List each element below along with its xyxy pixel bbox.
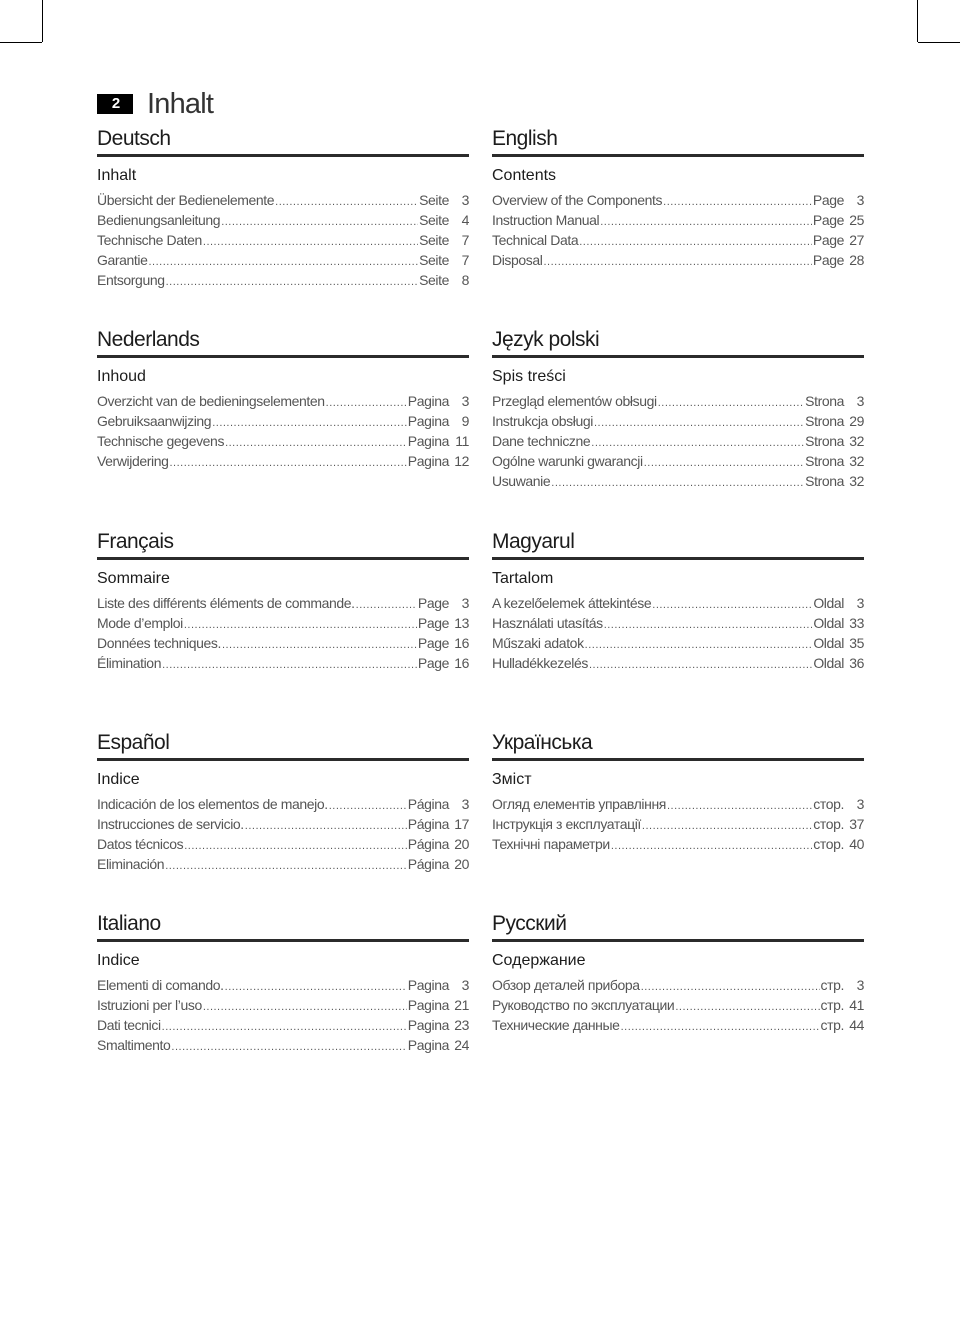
crop-mark xyxy=(42,0,43,42)
toc-entry-label: Technische gegevens xyxy=(97,433,225,449)
toc-list xyxy=(97,593,469,673)
toc-list xyxy=(492,975,864,1035)
toc-entry[interactable] xyxy=(492,794,864,814)
toc-list xyxy=(492,794,864,854)
toc-page-number: 32 xyxy=(849,473,864,489)
dot-leader xyxy=(658,391,804,413)
toc-entry-label: Instruction Manual xyxy=(492,212,600,228)
toc-page-word: стор. xyxy=(813,836,844,852)
toc-page-word: Página xyxy=(407,796,449,812)
toc-entry-label: Dati tecnici xyxy=(97,1017,161,1033)
toc-entry[interactable] xyxy=(97,1015,469,1035)
dot-leader xyxy=(169,451,406,473)
dot-leader xyxy=(203,995,407,1017)
toc-page-word: Pagina xyxy=(407,977,449,993)
toc-entry[interactable] xyxy=(97,391,469,411)
toc-entry[interactable] xyxy=(97,411,469,431)
toc-list xyxy=(492,190,864,270)
toc-page-number: 36 xyxy=(849,655,864,671)
toc-entry-label: Entsorgung xyxy=(97,272,165,288)
toc-page-number: 12 xyxy=(454,453,469,469)
language-heading: Italiano xyxy=(97,909,469,942)
toc-page-number: 11 xyxy=(455,433,469,449)
toc-entry[interactable] xyxy=(97,794,469,814)
toc-page-number: 32 xyxy=(849,433,864,449)
dot-leader xyxy=(149,250,419,272)
toc-entry-label: Smaltimento xyxy=(97,1037,171,1053)
toc-page-word: Page xyxy=(812,212,844,228)
toc-page-number: 21 xyxy=(454,997,469,1013)
toc-entry[interactable] xyxy=(492,593,864,613)
toc-list xyxy=(492,391,864,491)
toc-page-word: Página xyxy=(407,836,449,852)
toc-page-number: 3 xyxy=(856,595,864,611)
toc-page-number: 3 xyxy=(856,796,864,812)
toc-page-word: Pagina xyxy=(407,393,449,409)
dot-leader xyxy=(245,814,407,836)
toc-entry[interactable] xyxy=(492,995,864,1015)
toc-section-espanol xyxy=(97,728,469,874)
toc-entry-label: Données techniques. xyxy=(97,635,221,651)
toc-page-number: 16 xyxy=(454,655,469,671)
dot-leader xyxy=(184,613,417,635)
toc-page-word: Página xyxy=(407,816,449,832)
toc-page-word: Strona xyxy=(805,473,844,489)
toc-entry[interactable] xyxy=(492,250,864,270)
dot-leader xyxy=(621,1015,820,1037)
toc-entry[interactable] xyxy=(97,1035,469,1055)
toc-entry[interactable] xyxy=(492,210,864,230)
dot-leader xyxy=(663,190,812,212)
toc-list xyxy=(97,794,469,874)
toc-page-number: 28 xyxy=(849,252,864,268)
toc-page-word: Page xyxy=(812,192,844,208)
dot-leader xyxy=(604,613,813,635)
toc-entry[interactable] xyxy=(492,653,864,673)
toc-entry-label: Instrucciones de servicio. xyxy=(97,816,244,832)
toc-entry[interactable] xyxy=(492,431,864,451)
toc-entry-label: Gebruiksaanwijzing xyxy=(97,413,212,429)
dot-leader xyxy=(611,834,812,856)
contents-subheading: Contents xyxy=(492,167,557,184)
toc-page-number: 3 xyxy=(461,393,469,409)
dot-leader xyxy=(221,210,418,232)
language-heading: Español xyxy=(97,728,469,761)
language-heading: Deutsch xyxy=(97,124,469,157)
toc-page-word: Page xyxy=(417,655,449,671)
toc-page-number: 37 xyxy=(849,816,864,832)
toc-page-number: 32 xyxy=(849,453,864,469)
toc-entry[interactable] xyxy=(492,814,864,834)
toc-entry[interactable] xyxy=(97,593,469,613)
toc-entry-label: Mode d’emploi xyxy=(97,615,183,631)
contents-subheading: Inhoud xyxy=(97,368,146,385)
toc-entry-label: Обзор деталей прибора xyxy=(492,977,640,993)
toc-page-number: 3 xyxy=(856,192,864,208)
toc-page-word: Strona xyxy=(805,393,844,409)
toc-page-word: Strona xyxy=(805,453,844,469)
toc-page-number: 3 xyxy=(461,796,469,812)
dot-leader xyxy=(591,431,804,453)
toc-entry-label: Műszaki adatok xyxy=(492,635,584,651)
toc-entry-label: Overzicht van de bedieningselementen xyxy=(97,393,325,409)
language-heading: English xyxy=(492,124,864,157)
toc-entry[interactable] xyxy=(97,854,469,874)
toc-entry-label: Liste des différents éléments de commande. xyxy=(97,595,355,611)
toc-page-number: 8 xyxy=(461,272,469,288)
toc-page-word: Pagina xyxy=(407,433,449,449)
toc-entry-label: Eliminación xyxy=(97,856,165,872)
toc-entry-label: Istruzioni per l’uso xyxy=(97,997,202,1013)
contents-subheading: Tartalom xyxy=(492,570,554,587)
toc-entry[interactable] xyxy=(492,451,864,471)
toc-page-word: Strona xyxy=(805,433,844,449)
dot-leader xyxy=(551,471,804,493)
toc-page-number: 3 xyxy=(856,393,864,409)
toc-page-number: 33 xyxy=(849,615,864,631)
toc-page-word: стор. xyxy=(813,816,844,832)
toc-page-word: Seite xyxy=(419,252,449,268)
contents-subheading: Inhalt xyxy=(97,167,137,184)
toc-page-word: Oldal xyxy=(813,595,844,611)
toc-entry[interactable] xyxy=(97,250,469,270)
crop-mark xyxy=(918,42,960,43)
toc-entry[interactable] xyxy=(492,391,864,411)
toc-list xyxy=(492,593,864,673)
toc-entry[interactable] xyxy=(492,471,864,491)
dot-leader xyxy=(675,995,819,1017)
dot-leader xyxy=(275,190,418,212)
toc-page-word: стр. xyxy=(820,1017,844,1033)
toc-page-number: 3 xyxy=(461,977,469,993)
toc-entry-label: Használati utasítás xyxy=(492,615,603,631)
dot-leader xyxy=(600,210,812,232)
toc-page-word: Strona xyxy=(805,413,844,429)
page-title: Inhalt xyxy=(147,87,214,120)
toc-page-word: Page xyxy=(812,252,844,268)
toc-page-word: стр. xyxy=(820,977,844,993)
dot-leader xyxy=(356,593,417,615)
toc-entry-label: Інструкція з експлуатації xyxy=(492,816,641,832)
toc-entry-label: Hulladékkezelés xyxy=(492,655,588,671)
dot-leader xyxy=(162,1015,407,1037)
toc-entry[interactable] xyxy=(97,270,469,290)
toc-list xyxy=(97,975,469,1055)
toc-page-word: Page xyxy=(417,615,449,631)
toc-entry-label: Élimination xyxy=(97,655,162,671)
toc-entry-label: Indicación de los elementos de manejo. xyxy=(97,796,328,812)
toc-page-number: 24 xyxy=(454,1037,469,1053)
toc-entry-label: Usuwanie xyxy=(492,473,551,489)
toc-section-deutsch xyxy=(97,124,469,290)
toc-page-word: Oldal xyxy=(813,655,844,671)
dot-leader xyxy=(166,270,418,292)
toc-entry-label: Технічні параметри xyxy=(492,836,610,852)
toc-page-word: Page xyxy=(812,232,844,248)
toc-entry[interactable] xyxy=(492,613,864,633)
contents-subheading: Indice xyxy=(97,771,140,788)
contents-subheading: Spis treści xyxy=(492,368,566,385)
toc-page-word: Page xyxy=(417,635,449,651)
toc-entry[interactable] xyxy=(97,451,469,471)
toc-page-number: 7 xyxy=(461,232,469,248)
toc-page-word: Pagina xyxy=(407,997,449,1013)
toc-entry-label: Instrukcja obsługi xyxy=(492,413,593,429)
toc-page-number: 27 xyxy=(849,232,864,248)
toc-entry-label: Datos técnicos xyxy=(97,836,184,852)
toc-entry[interactable] xyxy=(492,190,864,210)
toc-page-word: Page xyxy=(417,595,449,611)
toc-entry-label: A kezelőelemek áttekintése xyxy=(492,595,652,611)
language-heading: Українська xyxy=(492,728,864,761)
toc-entry-label: Bedienungsanleitung xyxy=(97,212,221,228)
toc-page-number: 3 xyxy=(856,977,864,993)
toc-page-number: 41 xyxy=(849,997,864,1013)
dot-leader xyxy=(585,633,813,655)
toc-entry[interactable] xyxy=(97,431,469,451)
dot-leader xyxy=(329,794,407,816)
dot-leader xyxy=(222,633,417,655)
toc-entry[interactable] xyxy=(97,814,469,834)
toc-entry[interactable] xyxy=(492,1015,864,1035)
toc-page-word: Seite xyxy=(419,192,449,208)
dot-leader xyxy=(644,451,804,473)
toc-page-word: Página xyxy=(407,856,449,872)
dot-leader xyxy=(641,975,820,997)
language-heading: Русский xyxy=(492,909,864,942)
toc-page-number: 3 xyxy=(461,595,469,611)
page-number-badge: 2 xyxy=(97,94,133,114)
toc-entry-label: Garantie xyxy=(97,252,148,268)
toc-page-word: стор. xyxy=(813,796,844,812)
toc-page-word: Pagina xyxy=(407,453,449,469)
toc-page-number: 20 xyxy=(454,856,469,872)
dot-leader xyxy=(225,975,407,997)
toc-entry[interactable] xyxy=(97,653,469,673)
toc-entry-label: Огляд елементів управління xyxy=(492,796,666,812)
toc-entry[interactable] xyxy=(97,613,469,633)
toc-page-word: Pagina xyxy=(407,413,449,429)
toc-entry[interactable] xyxy=(97,633,469,653)
toc-entry-label: Elementi di comando. xyxy=(97,977,224,993)
contents-subheading: Indice xyxy=(97,952,140,969)
toc-entry[interactable] xyxy=(97,190,469,210)
toc-entry[interactable] xyxy=(492,633,864,653)
dot-leader xyxy=(165,854,407,876)
contents-subheading: Sommaire xyxy=(97,570,170,587)
toc-page-number: 44 xyxy=(849,1017,864,1033)
toc-page-number: 20 xyxy=(454,836,469,852)
toc-entry[interactable] xyxy=(492,834,864,854)
dot-leader xyxy=(184,834,407,856)
toc-entry-label: Übersicht der Bedienelemente xyxy=(97,192,275,208)
dot-leader xyxy=(212,411,407,433)
toc-entry[interactable] xyxy=(97,995,469,1015)
toc-page-number: 25 xyxy=(849,212,864,228)
page-header xyxy=(97,86,213,122)
toc-entry[interactable] xyxy=(492,975,864,995)
dot-leader xyxy=(579,230,812,252)
toc-page-word: Seite xyxy=(419,232,449,248)
toc-page-number: 3 xyxy=(461,192,469,208)
toc-section-italiano xyxy=(97,909,469,1055)
toc-entry-label: Disposal xyxy=(492,252,543,268)
toc-page-number: 40 xyxy=(849,836,864,852)
toc-page-word: Pagina xyxy=(407,1037,449,1053)
toc-section-english xyxy=(492,124,864,270)
language-heading: Français xyxy=(97,527,469,560)
dot-leader xyxy=(642,814,812,836)
dot-leader xyxy=(162,653,417,675)
toc-page-word: Pagina xyxy=(407,1017,449,1033)
dot-leader xyxy=(171,1035,406,1057)
toc-entry-label: Руководство по эксплуатации xyxy=(492,997,675,1013)
toc-page-number: 17 xyxy=(454,816,469,832)
language-heading: Język polski xyxy=(492,325,864,358)
dot-leader xyxy=(225,431,407,453)
dot-leader xyxy=(203,230,418,252)
toc-entry-label: Технические данные xyxy=(492,1017,620,1033)
toc-entry-label: Overview of the Components xyxy=(492,192,663,208)
toc-page-word: Oldal xyxy=(813,635,844,651)
toc-page-number: 9 xyxy=(461,413,469,429)
dot-leader xyxy=(652,593,812,615)
toc-section-francais xyxy=(97,527,469,673)
toc-page-number: 23 xyxy=(454,1017,469,1033)
crop-mark xyxy=(0,42,42,43)
toc-page-number: 4 xyxy=(461,212,469,228)
toc-section-polski xyxy=(492,325,864,491)
toc-page-word: Seite xyxy=(419,212,449,228)
toc-entry-label: Verwijdering xyxy=(97,453,169,469)
crop-mark xyxy=(917,0,918,42)
toc-entry[interactable] xyxy=(97,230,469,250)
toc-entry-label: Ogólne warunki gwarancji xyxy=(492,453,643,469)
toc-entry-label: Dane techniczne xyxy=(492,433,591,449)
dot-leader xyxy=(544,250,812,272)
toc-page-number: 29 xyxy=(849,413,864,429)
language-heading: Nederlands xyxy=(97,325,469,358)
dot-leader xyxy=(667,794,812,816)
toc-page-number: 16 xyxy=(454,635,469,651)
toc-section-russkij xyxy=(492,909,864,1035)
toc-entry[interactable] xyxy=(492,230,864,250)
dot-leader xyxy=(589,653,812,675)
toc-section-nederlands xyxy=(97,325,469,471)
toc-entry-label: Przegląd elementów obłsugi xyxy=(492,393,657,409)
contents-subheading: Содержание xyxy=(492,952,586,969)
dot-leader xyxy=(326,391,407,413)
toc-entry[interactable] xyxy=(97,210,469,230)
toc-section-magyarul xyxy=(492,527,864,673)
toc-page-word: стр. xyxy=(820,997,844,1013)
toc-entry[interactable] xyxy=(97,834,469,854)
toc-page-word: Seite xyxy=(419,272,449,288)
toc-page-word: Oldal xyxy=(813,615,844,631)
language-heading: Magyarul xyxy=(492,527,864,560)
toc-list xyxy=(97,190,469,290)
toc-entry[interactable] xyxy=(97,975,469,995)
toc-entry[interactable] xyxy=(492,411,864,431)
toc-section-ukrainska xyxy=(492,728,864,854)
toc-entry-label: Technical Data xyxy=(492,232,579,248)
dot-leader xyxy=(594,411,804,433)
contents-subheading: Зміст xyxy=(492,771,532,788)
toc-page-number: 13 xyxy=(454,615,469,631)
toc-page-number: 35 xyxy=(849,635,864,651)
toc-page-number: 7 xyxy=(461,252,469,268)
toc-list xyxy=(97,391,469,471)
toc-entry-label: Technische Daten xyxy=(97,232,202,248)
